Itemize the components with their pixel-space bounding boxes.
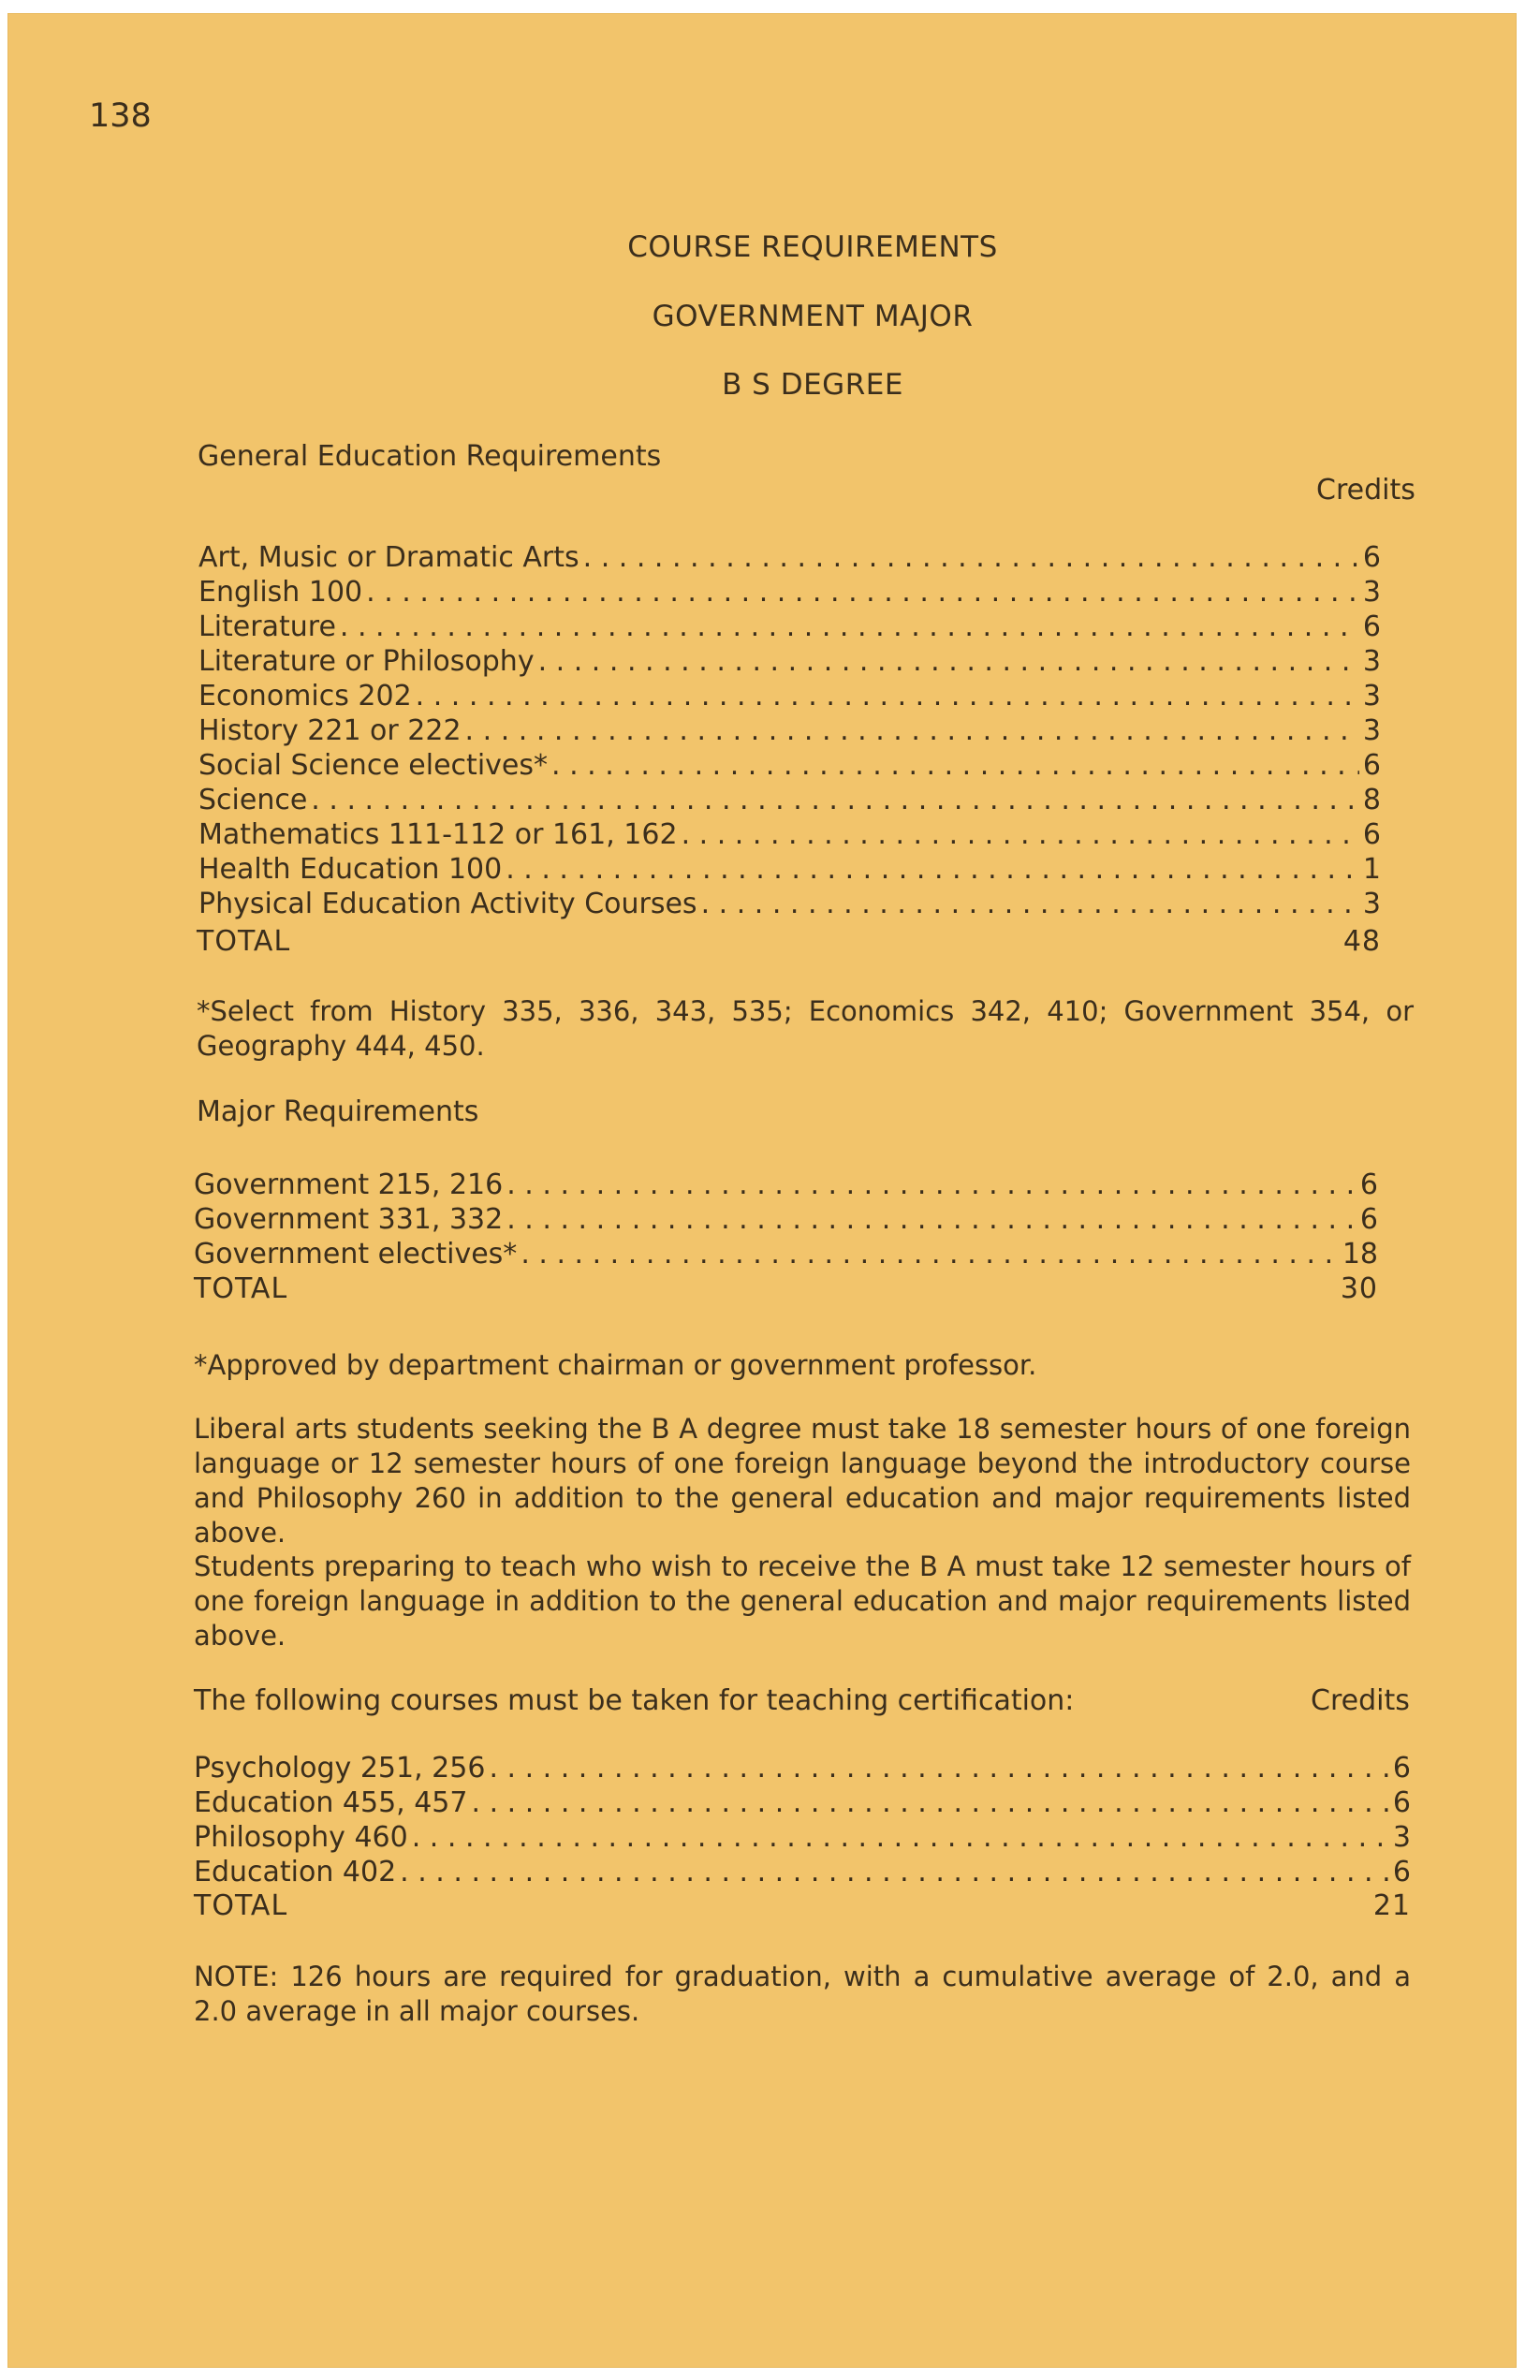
total-value: 48: [1342, 925, 1381, 958]
leader-dots: [538, 644, 1359, 679]
course-credits: 3: [1362, 888, 1381, 920]
general-education-footnote: *Select from History 335, 336, 343, 535; Economics 342, 410; Government 354, or Geography 444, 450.: [197, 995, 1414, 1062]
total-label: TOTAL: [197, 925, 291, 958]
page-number: 138: [89, 97, 152, 135]
certification-total: [194, 1888, 1411, 1923]
leader-dots: [521, 1237, 1339, 1271]
course-name: Physical Education Activity Courses: [198, 888, 697, 920]
course-name: Art, Music or Dramatic Arts: [198, 541, 579, 574]
list-item: [194, 1751, 1411, 1785]
course-credits: 6: [1359, 1168, 1378, 1201]
total-label: TOTAL: [194, 1272, 288, 1305]
total-value: 30: [1340, 1272, 1378, 1305]
certification-label: The following courses must be taken for teaching certification:: [194, 1684, 1075, 1717]
list-item: [194, 1168, 1378, 1202]
course-name: Education 455, 457: [194, 1786, 468, 1819]
teaching-note: Students preparing to teach who wish to receive the B A must take 12 semester hours of one foreign language in addition to the general education and major requirements listed above.: [194, 1550, 1411, 1652]
list-item: [194, 1785, 1411, 1820]
course-credits: 3: [1362, 714, 1381, 747]
list-item: [194, 1202, 1378, 1237]
list-item: [198, 713, 1381, 748]
leader-dots: [412, 1820, 1389, 1855]
liberal-arts-note: Liberal arts students seeking the B A degree must take 18 semester hours of one foreign language or 12 semester hours of one foreign language beyond the introductory course and Philosophy 260 in addition to the general education and major requirements listed above.: [194, 1413, 1411, 1549]
list-item: [198, 748, 1381, 783]
course-credits: 6: [1392, 1786, 1411, 1819]
course-name: Economics 202: [198, 680, 412, 713]
leader-dots: [506, 852, 1359, 887]
course-name: English 100: [198, 576, 363, 609]
leader-dots: [472, 1785, 1389, 1820]
course-credits: 6: [1362, 749, 1381, 782]
total-label: TOTAL: [194, 1889, 288, 1922]
list-item: [198, 817, 1381, 852]
course-name: Mathematics 111-112 or 161, 162: [198, 818, 678, 851]
document-title: COURSE REQUIREMENTS: [627, 230, 998, 264]
major-total: [194, 1271, 1378, 1306]
total-value: 21: [1372, 1889, 1411, 1922]
major-requirements-label: Major Requirements: [197, 1095, 479, 1128]
course-name: Government 331, 332: [194, 1203, 504, 1236]
page-sheet: [7, 13, 1517, 2368]
leader-dots: [583, 540, 1359, 575]
course-credits: 3: [1362, 576, 1381, 609]
leader-dots: [465, 713, 1359, 748]
course-name: Philosophy 460: [194, 1821, 408, 1854]
list-item: [198, 575, 1381, 610]
course-name: Social Science electives*: [198, 749, 548, 782]
general-education-total: [197, 924, 1381, 959]
course-credits: 1: [1362, 853, 1381, 886]
list-item: [198, 644, 1381, 679]
leader-dots: [489, 1751, 1388, 1785]
list-item: [198, 887, 1381, 921]
course-credits: 6: [1359, 1203, 1378, 1236]
course-credits: 6: [1362, 610, 1381, 643]
graduation-note: NOTE: 126 hours are required for graduation, with a cumulative average of 2.0, and a 2.0 average in all major courses.: [194, 1961, 1411, 2027]
course-credits: 6: [1362, 818, 1381, 851]
course-credits: 6: [1392, 1856, 1411, 1888]
course-name: Health Education 100: [198, 853, 503, 886]
leader-dots: [311, 783, 1359, 817]
course-credits: 3: [1362, 645, 1381, 678]
degree-heading: B S DEGREE: [722, 368, 903, 402]
course-name: Education 402: [194, 1856, 397, 1888]
list-item: [198, 610, 1381, 644]
course-credits: 8: [1362, 784, 1381, 816]
course-name: History 221 or 222: [198, 714, 462, 747]
course-name: Government electives*: [194, 1238, 518, 1271]
leader-dots: [682, 817, 1359, 852]
course-credits: 3: [1392, 1821, 1411, 1854]
list-item: [194, 1855, 1411, 1889]
list-item: [198, 679, 1381, 713]
leader-dots: [551, 748, 1359, 783]
leader-dots: [340, 610, 1359, 644]
course-name: Government 215, 216: [194, 1168, 504, 1201]
major-footnote: *Approved by department chairman or government professor.: [194, 1349, 1037, 1381]
general-education-label: General Education Requirements: [198, 440, 662, 473]
course-name: Literature or Philosophy: [198, 645, 535, 678]
course-credits: 3: [1362, 680, 1381, 713]
course-credits: 18: [1342, 1238, 1378, 1271]
course-name: Literature: [198, 610, 336, 643]
course-name: Science: [198, 784, 308, 816]
course-credits: 6: [1392, 1752, 1411, 1785]
leader-dots: [701, 887, 1359, 921]
list-item: [194, 1820, 1411, 1855]
list-item: [198, 783, 1381, 817]
list-item: [198, 540, 1381, 575]
leader-dots: [506, 1202, 1357, 1237]
major-heading: GOVERNMENT MAJOR: [652, 300, 974, 333]
list-item: [194, 1237, 1378, 1271]
leader-dots: [506, 1168, 1357, 1202]
course-name: Psychology 251, 256: [194, 1752, 486, 1785]
leader-dots: [416, 679, 1359, 713]
credits-header: Credits: [1316, 474, 1415, 507]
leader-dots: [400, 1855, 1389, 1889]
list-item: [198, 852, 1381, 887]
leader-dots: [366, 575, 1359, 610]
certification-credits-header: Credits: [1311, 1684, 1410, 1717]
course-credits: 6: [1362, 541, 1381, 574]
